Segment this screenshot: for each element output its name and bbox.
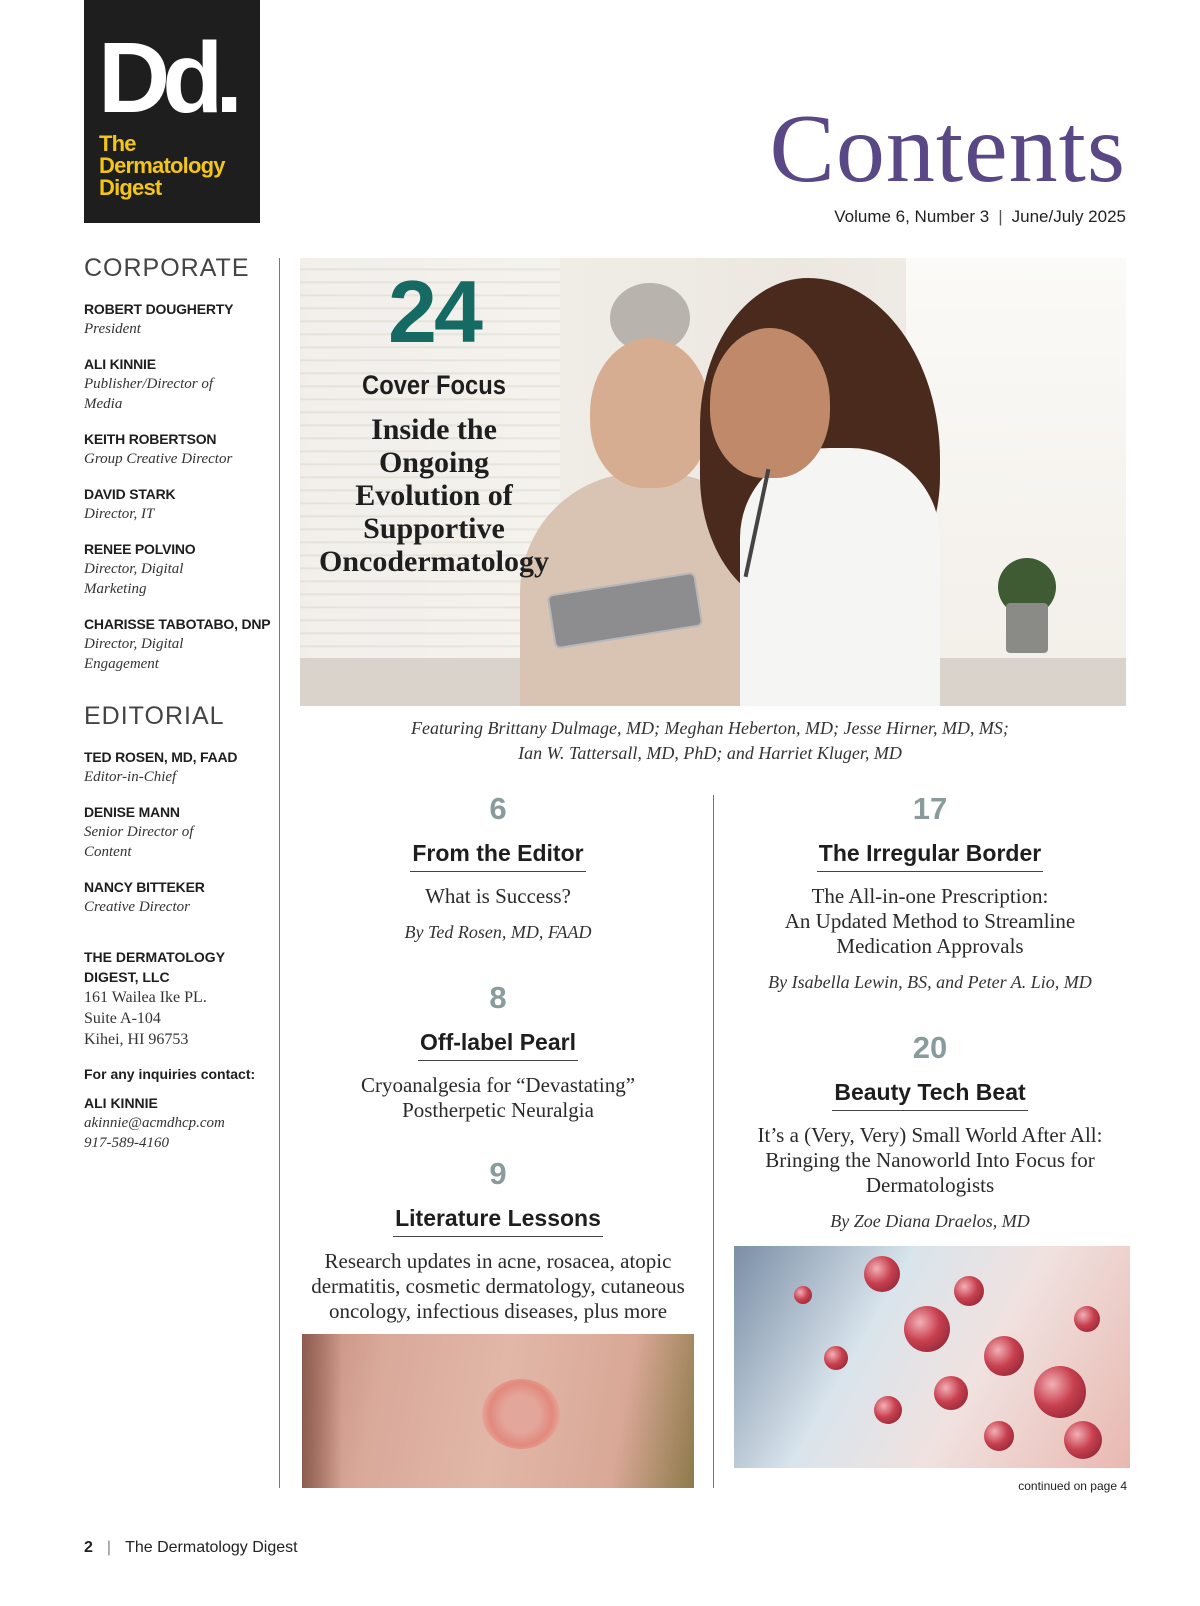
logo-name	[99, 133, 225, 199]
article-entry-irregular-border[interactable]	[732, 793, 1128, 993]
department-title: From the Editor	[410, 838, 585, 872]
staff-role: Director, Digital Marketing	[84, 561, 184, 597]
logo-mark: Dd.	[98, 22, 236, 134]
contact-name: ALI KINNIE	[84, 1095, 158, 1111]
staff-entry	[84, 299, 274, 339]
column-divider	[713, 795, 714, 1488]
featuring-line: Featuring Brittany Dulmage, MD; Meghan Heberton, MD; Jesse Hirner, MD, MS;	[411, 718, 1009, 738]
address-line: 161 Wailea Ike PL.	[84, 989, 207, 1006]
cover-title-line: Inside the	[371, 413, 497, 446]
cover-focus-label: Cover Focus	[362, 370, 506, 400]
contact-phone: 917-589-4160	[84, 1135, 169, 1151]
nanoparticle	[874, 1396, 902, 1424]
contact-info	[84, 1093, 274, 1153]
article-entry-from-the-editor[interactable]	[300, 793, 696, 943]
corporate-heading: CORPORATE	[84, 254, 250, 282]
article-entry-literature-lessons[interactable]	[300, 1158, 696, 1324]
cover-title-line: Evolution of	[355, 479, 513, 512]
cover-page-number: 24	[388, 262, 480, 361]
staff-entry	[84, 539, 274, 599]
article-entry-beauty-tech-beat[interactable]	[732, 1032, 1128, 1232]
article-page-number: 20	[912, 1030, 948, 1065]
plant-pot	[1006, 603, 1048, 653]
patient-head	[590, 338, 710, 488]
department-title: Beauty Tech Beat	[832, 1077, 1027, 1111]
logo-name-line: The	[99, 131, 136, 156]
article-headline	[732, 884, 1128, 959]
continued-note: continued on page 4	[1018, 1479, 1127, 1493]
headline-line: dermatitis, cosmetic dermatology, cutaneous	[311, 1274, 685, 1298]
staff-entry	[84, 614, 274, 674]
article-headline	[732, 1123, 1128, 1198]
separator: |	[998, 207, 1003, 226]
column-divider	[279, 258, 280, 1488]
headline-line: Dermatologists	[865, 1173, 995, 1197]
skin-lesion-photo	[302, 1334, 694, 1488]
department-title: Literature Lessons	[393, 1203, 603, 1237]
staff-role: President	[84, 321, 141, 337]
headline-line: Research updates in acne, rosacea, atopic	[324, 1249, 672, 1273]
staff-entry	[84, 429, 274, 469]
headline-line: Medication Approvals	[836, 934, 1024, 958]
staff-role: Senior Director of Content	[84, 824, 194, 860]
staff-entry	[84, 877, 274, 917]
nanoparticle	[984, 1336, 1024, 1376]
headline-line: oncology, infectious diseases, plus more	[328, 1299, 668, 1323]
article-byline: By Zoe Diana Draelos, MD	[830, 1211, 1030, 1231]
masthead-sidebar	[84, 254, 274, 1153]
nanoparticle	[1064, 1421, 1102, 1459]
page-title: Contents	[769, 95, 1126, 203]
cover-title	[300, 413, 568, 578]
staff-name: KEITH ROBERTSON	[84, 431, 217, 447]
article-headline	[300, 884, 696, 909]
article-headline	[300, 1249, 696, 1324]
headline-line: Cryoanalgesia for “Devastating”	[360, 1073, 636, 1097]
nanoparticle	[984, 1421, 1014, 1451]
nanoparticle	[954, 1276, 984, 1306]
company-info	[84, 947, 274, 1050]
cover-story[interactable]	[300, 258, 568, 598]
nanoparticle	[1034, 1366, 1086, 1418]
article-entry-off-label-pearl[interactable]	[300, 982, 696, 1123]
nanoparticle	[1074, 1306, 1100, 1332]
headline-line: Bringing the Nanoworld Into Focus for	[765, 1148, 1095, 1172]
nanoparticle-photo	[734, 1246, 1130, 1468]
publication-logo	[84, 0, 260, 223]
photo-shadow	[302, 1334, 342, 1488]
cover-title-line: Supportive	[363, 512, 505, 545]
staff-role: Group Creative Director	[84, 451, 233, 467]
department-title: Off-label Pearl	[418, 1027, 578, 1061]
staff-role: Editor-in-Chief	[84, 769, 177, 785]
staff-name: ALI KINNIE	[84, 356, 156, 372]
staff-name: RENEE POLVINO	[84, 541, 196, 557]
article-page-number: 17	[912, 791, 948, 826]
doctor-coat	[740, 448, 940, 706]
headline-line: The All-in-one Prescription:	[811, 884, 1049, 908]
staff-name: ROBERT DOUGHERTY	[84, 301, 234, 317]
issue-date: June/July 2025	[1011, 207, 1126, 226]
cover-featuring	[330, 716, 1090, 766]
page-footer	[84, 1539, 298, 1557]
article-headline	[300, 1073, 696, 1123]
staff-entry	[84, 484, 274, 524]
staff-name: TED ROSEN, MD, FAAD	[84, 749, 238, 765]
article-byline: By Isabella Lewin, BS, and Peter A. Lio, MD	[768, 972, 1092, 992]
footer-publication: The Dermatology Digest	[125, 1539, 298, 1556]
logo-name-line: Dermatology	[99, 153, 225, 178]
staff-name: CHARISSE TABOTABO, DNP	[84, 616, 271, 632]
separator: |	[106, 1539, 112, 1556]
headline-line: Postherpetic Neuralgia	[402, 1098, 594, 1122]
staff-name: DAVID STARK	[84, 486, 176, 502]
article-page-number: 6	[489, 791, 507, 826]
cover-title-line: Oncodermatology	[319, 545, 549, 578]
staff-role: Director, IT	[84, 506, 155, 522]
doctor-head	[710, 328, 830, 478]
issue-info	[834, 207, 1126, 227]
nanoparticle	[794, 1286, 812, 1304]
featuring-line: Ian W. Tattersall, MD, PhD; and Harriet Kluger, MD	[518, 743, 902, 763]
staff-name: DENISE MANN	[84, 804, 180, 820]
editorial-heading: EDITORIAL	[84, 702, 225, 730]
nanoparticle	[934, 1376, 968, 1410]
article-page-number: 8	[489, 980, 507, 1015]
staff-entry	[84, 747, 274, 787]
staff-entry	[84, 802, 274, 862]
address-line: Kihei, HI 96753	[84, 1031, 189, 1048]
cover-title-line: Ongoing	[378, 446, 490, 479]
headline-line: It’s a (Very, Very) Small World After All:	[757, 1123, 1103, 1147]
headline-line: What is Success?	[425, 884, 571, 908]
folio-page-number: 2	[84, 1539, 93, 1556]
staff-role: Publisher/Director of Media	[84, 376, 214, 412]
headline-line: An Updated Method to Streamline	[784, 909, 1076, 933]
staff-role: Creative Director	[84, 899, 190, 915]
department-title: The Irregular Border	[817, 838, 1043, 872]
staff-name: NANCY BITTEKER	[84, 879, 205, 895]
article-page-number: 9	[489, 1156, 507, 1191]
company-name: THE DERMATOLOGY DIGEST, LLC	[84, 949, 225, 985]
inquiries-label: For any inquiries contact:	[84, 1066, 256, 1082]
address-line: Suite A-104	[84, 1010, 161, 1027]
nanoparticle	[904, 1306, 950, 1352]
article-byline: By Ted Rosen, MD, FAAD	[404, 922, 592, 942]
nanoparticle	[864, 1256, 900, 1292]
logo-name-line: Digest	[99, 175, 162, 200]
annular-lesion	[482, 1379, 560, 1449]
staff-entry	[84, 354, 274, 414]
staff-role: Director, Digital Engagement	[84, 636, 184, 672]
contact-email[interactable]: akinnie@acmdhcp.com	[84, 1115, 225, 1131]
nanoparticle	[824, 1346, 848, 1370]
volume-number: Volume 6, Number 3	[834, 207, 990, 226]
